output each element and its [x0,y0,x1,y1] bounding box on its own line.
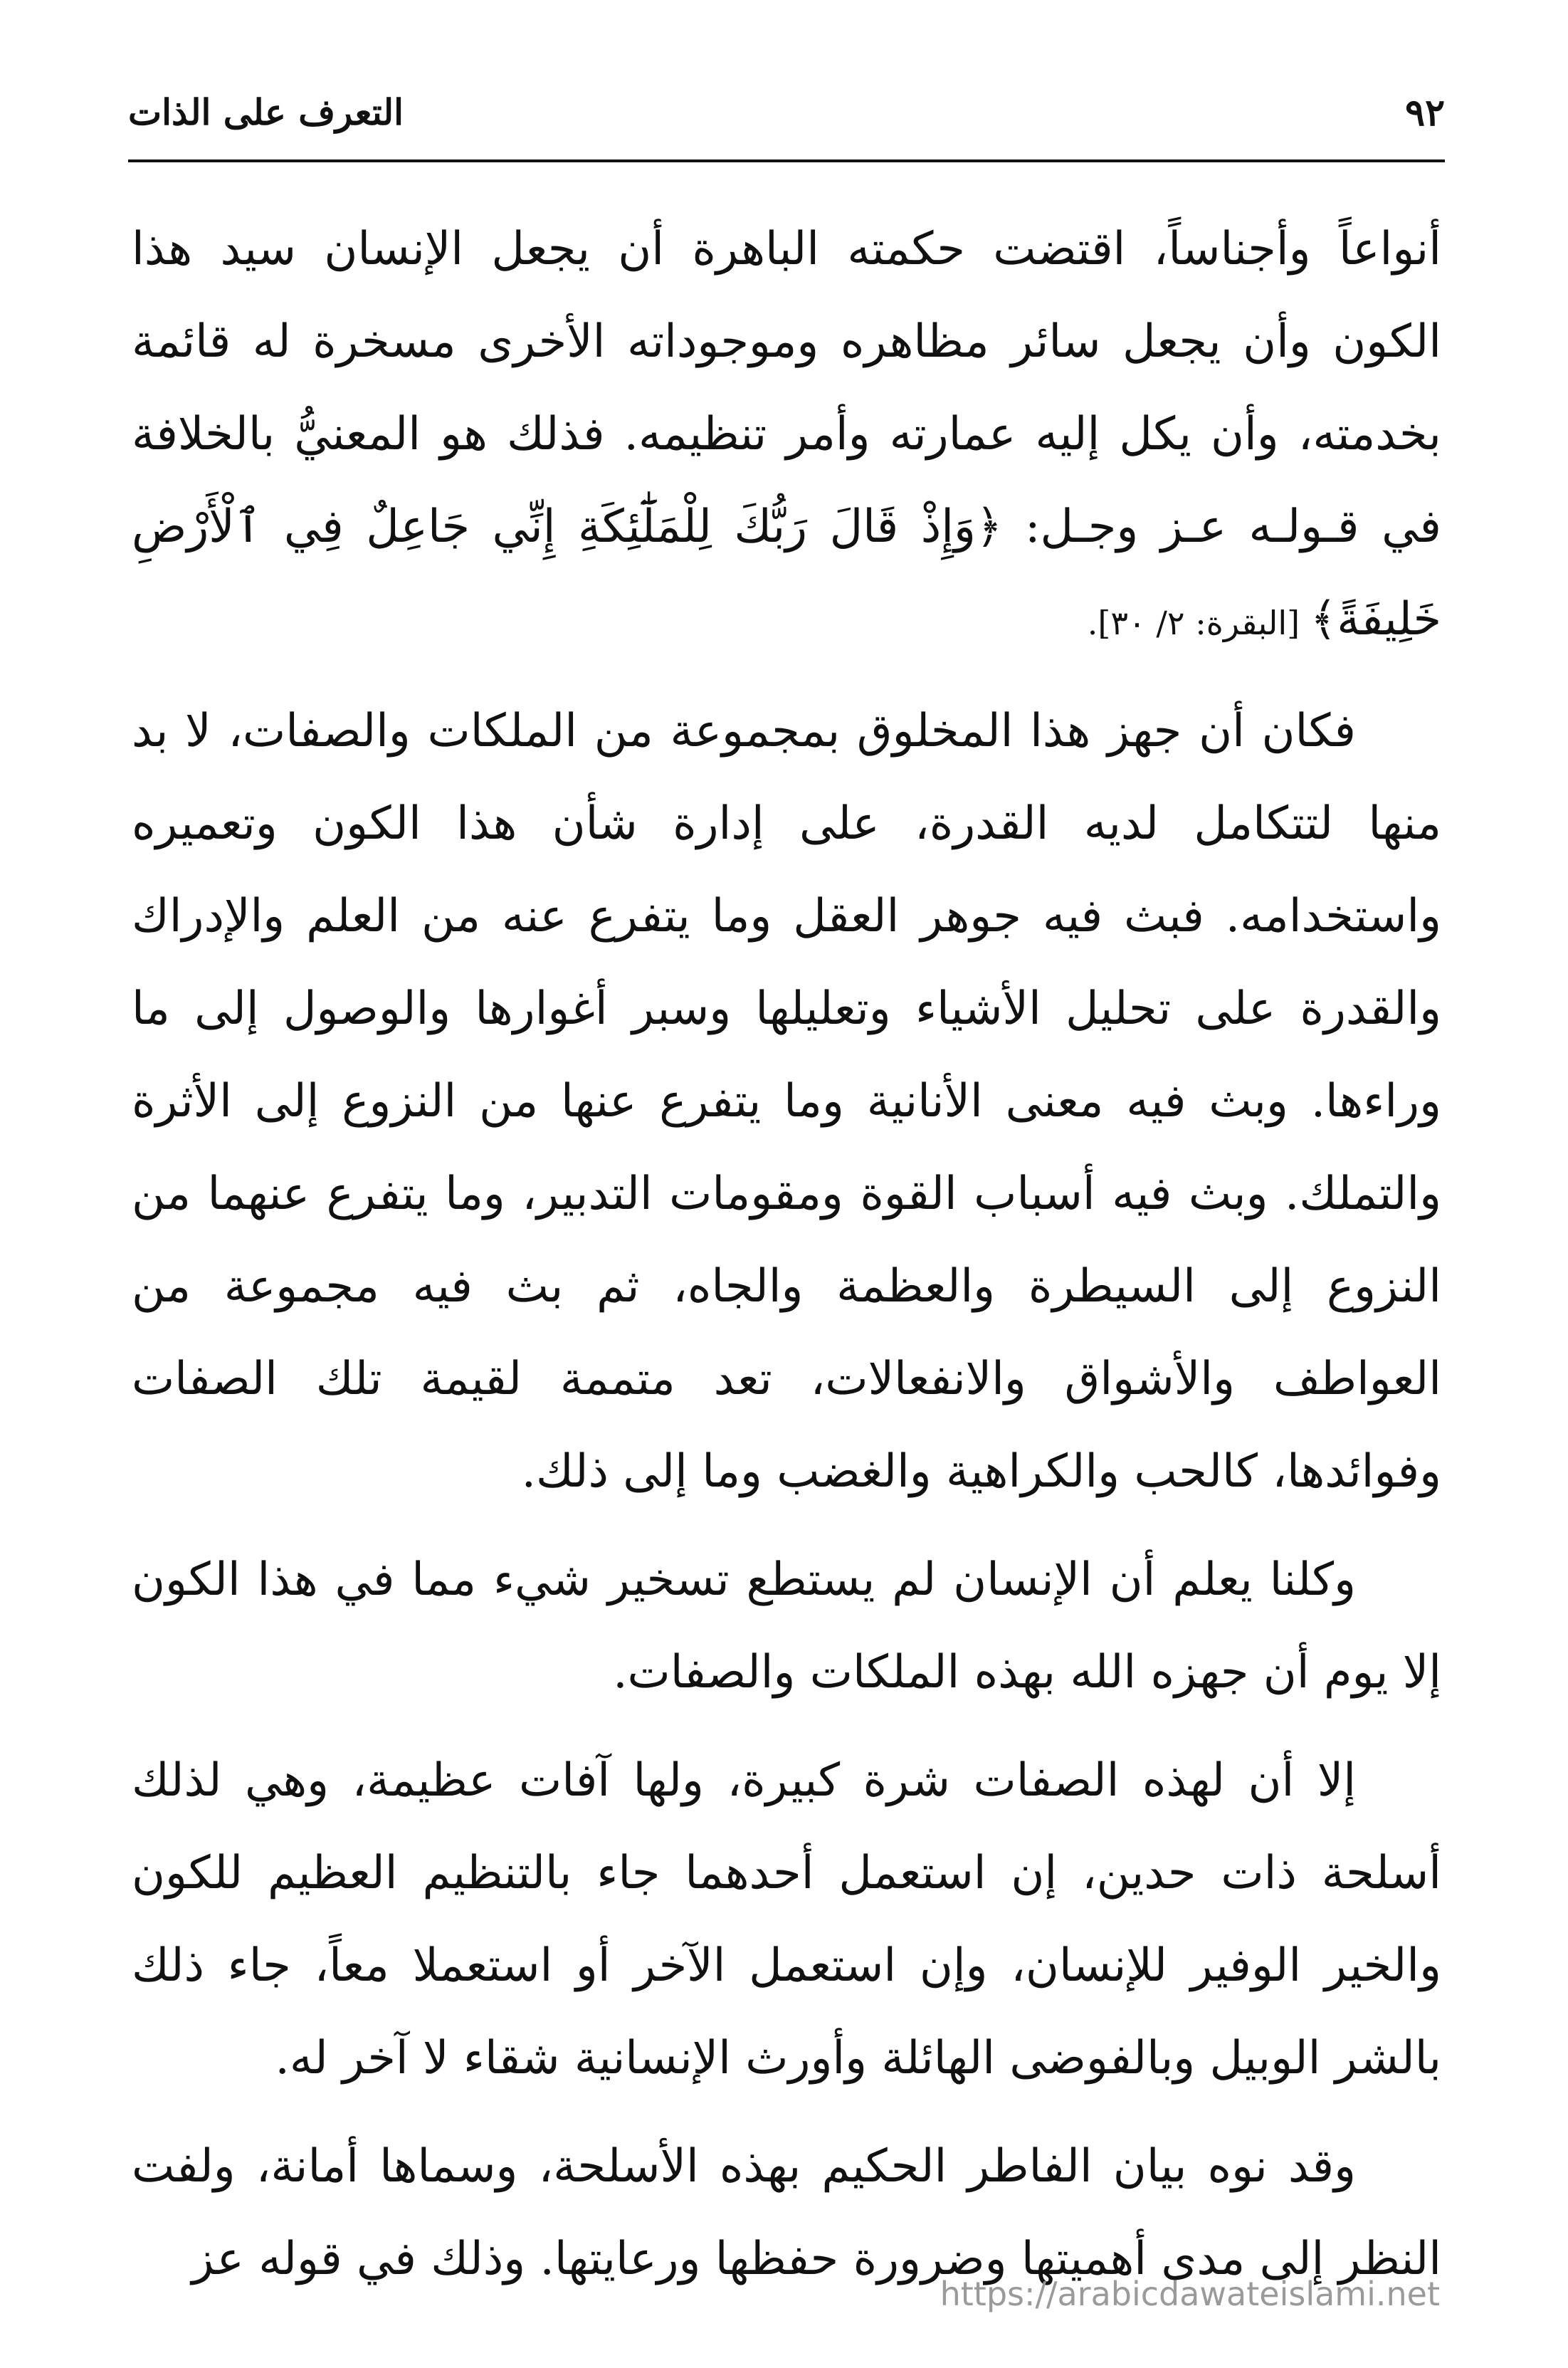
paragraph-2: فكان أن جهز هذا المخلوق بمجموعة من الملكات والصفات، لا بد منها لتتكامل لديه القدرة، على إدارة شأن هذا الكون وتعميره واستخدامه. فبث فيه جوهر العقل وما يتفرع عنه من العلم والإدراك والقدرة على تحليل الأشياء وتعليلها وسبر أغوارها والوصول إلى ما وراءها. وبث فيه معنى الأنانية وما يتفرع عنها من النزوع إلى الأثرة والتملك. وبث فيه أسباب القوة ومقومات التدبير، وما يتفرع عنهما من النزوع إلى السيطرة والعظمة والجاه، ثم بث فيه مجموعة من العواطف والأشواق والانفعالات، تعد متممة لقيمة تلك الصفات وفوائدها، كالحب والكراهية والغضب وما إلى ذلك. [132,705,1442,1498]
quran-verse: ﴿وَإِذْ قَالَ رَبُّكَ لِلْمَلَٰٓئِكَةِ إِنِّي جَاعِلٌ فِي ٱلْأَرْضِ خَلِيفَةً﴾ [132,501,1441,646]
body-text [132,203,1441,2305]
paragraph-3: وكلنا يعلم أن الإنسان لم يستطع تسخير شيء مما في هذا الكون إلا يوم أن جهزه الله بهذه الملكات والصفات. [132,1554,1441,1699]
page-number: ٩٢ [1405,91,1445,135]
watermark-url: https://arabicdawateislami.net [940,2275,1440,2313]
paragraph-4: إلا أن لهذه الصفات شرة كبيرة، ولها آفات عظيمة، وهي لذلك أسلحة ذات حدين، إن استعمل أحدهما جاء بالتنظيم العظيم للكون والخير الوفير للإنسان، وإن استعمل الآخر أو استعملا معاً، جاء ذلك بالشر الوبيل وبالفوضى الهائلة وأورث الإنسانية شقاء لا آخر له. [132,1754,1442,2085]
verse-reference: [البقرة: ٢/ ٣٠]. [1087,604,1310,642]
paragraph-1 [132,203,1441,669]
paragraph-5: وقد نوه بيان الفاطر الحكيم بهذه الأسلحة، وسماها أمانة، ولفت النظر إلى مدى أهميتها وضرورة حفظها ورعايتها. وذلك في قوله عز [132,2140,1441,2285]
paragraph-1-text: أنواعاً وأجناساً، اقتضت حكمته الباهرة أن يجعل الإنسان سيد هذا الكون وأن يجعل سائر مظاهره وموجوداته الأخرى مسخرة له قائمة بخدمته، وأن يكل إليه عمارته وأمر تنظيمه. فذلك هو المعنيُّ بالخلافة في قـولـه عـز وجـل: [132,223,1442,553]
page-header [128,85,1445,157]
running-title: التعرف على الذات [128,91,404,133]
header-rule [128,159,1445,162]
